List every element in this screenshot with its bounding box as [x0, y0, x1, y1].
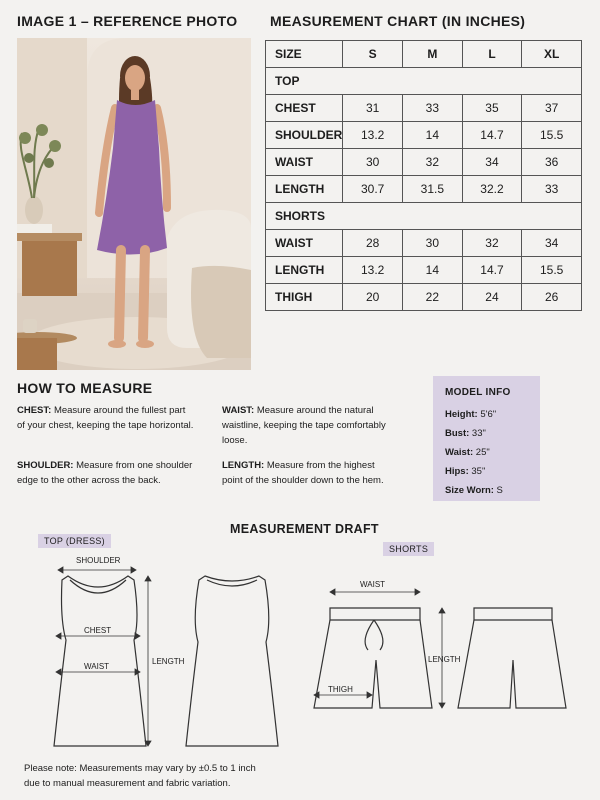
- section-top-label: TOP: [266, 68, 582, 95]
- section-shorts-label: SHORTS: [266, 203, 582, 230]
- table-cell: 14: [403, 257, 463, 284]
- shorts-drawstring: [365, 620, 383, 650]
- table-cell: 31.5: [403, 176, 463, 203]
- table-cell: 34: [462, 149, 522, 176]
- model-bust-value: 33": [469, 428, 486, 439]
- table-cell: 30: [403, 230, 463, 257]
- reference-photo-illustration: [17, 38, 251, 370]
- garment-diagrams: [0, 550, 600, 750]
- waist-instruction-label: WAIST:: [222, 405, 255, 416]
- measurement-table: [265, 40, 582, 311]
- row-label: WAIST: [266, 230, 343, 257]
- model-height-label: Height:: [445, 409, 478, 420]
- table-row: [266, 122, 582, 149]
- model-height: [445, 409, 496, 420]
- table-cell: 32: [462, 230, 522, 257]
- shorts-tag: SHORTS: [383, 542, 434, 556]
- row-label: CHEST: [266, 95, 343, 122]
- size-l-header: L: [462, 41, 522, 68]
- note-line-1: Please note: Measurements may vary by ±0.5 to 1 inch: [24, 763, 256, 774]
- model-size: [445, 485, 503, 496]
- waist-instruction-text: Measure around the natural waistline, keeping the tape comfortably loose.: [222, 405, 386, 446]
- length-instruction-label: LENGTH:: [222, 460, 265, 471]
- model-waist-value: 25": [473, 447, 490, 458]
- table-cell: 35: [462, 95, 522, 122]
- dress-front-outline: [54, 576, 146, 746]
- model-hips: [445, 466, 485, 477]
- chart-title: MEASUREMENT CHART (IN INCHES): [270, 13, 526, 29]
- model-bust: [445, 428, 486, 439]
- row-label: WAIST: [266, 149, 343, 176]
- table-cell: 33: [522, 176, 582, 203]
- model-info-box: [433, 376, 540, 501]
- row-label: LENGTH: [266, 176, 343, 203]
- table-row: [266, 284, 582, 311]
- table-cell: 31: [343, 95, 403, 122]
- table-cell: 13.2: [343, 122, 403, 149]
- table-cell: 36: [522, 149, 582, 176]
- table-cell: 13.2: [343, 257, 403, 284]
- table-cell: 24: [462, 284, 522, 311]
- table-row: [266, 257, 582, 284]
- table-row: [266, 230, 582, 257]
- row-label: SHOULDER: [266, 122, 343, 149]
- top-dress-tag: TOP (DRESS): [38, 534, 111, 548]
- model-hips-label: Hips:: [445, 466, 469, 477]
- table-cell: 37: [522, 95, 582, 122]
- table-cell: 32: [403, 149, 463, 176]
- model-bust-label: Bust:: [445, 428, 470, 439]
- model-waist-label: Waist:: [445, 447, 474, 458]
- shorts-length-label: LENGTH: [428, 655, 461, 664]
- waist-label: WAIST: [84, 662, 110, 671]
- shorts-waist-label: WAIST: [360, 580, 386, 589]
- table-cell: 22: [403, 284, 463, 311]
- waist-instruction: [222, 403, 392, 448]
- chest-instruction-text: Measure around the fullest part of your chest, keeping the tape horizontal.: [17, 405, 194, 431]
- row-label: THIGH: [266, 284, 343, 311]
- shorts-back-legs: [458, 620, 566, 708]
- table-cell: 30.7: [343, 176, 403, 203]
- table-cell: 28: [343, 230, 403, 257]
- model-size-label: Size Worn:: [445, 485, 494, 496]
- photo-title: IMAGE 1 – REFERENCE PHOTO: [17, 13, 238, 29]
- table-cell: 14: [403, 122, 463, 149]
- length-instruction: [222, 458, 392, 488]
- note-line-2: due to manual measurement and fabric variation.: [24, 778, 231, 789]
- table-header-row: [266, 41, 582, 68]
- shorts-back-waistband: [474, 608, 552, 620]
- size-m-header: M: [403, 41, 463, 68]
- reference-photo: [17, 38, 251, 370]
- dress-back-outline: [186, 576, 278, 746]
- size-header: SIZE: [266, 41, 343, 68]
- table-cell: 32.2: [462, 176, 522, 203]
- chest-label: CHEST: [84, 626, 112, 635]
- table-cell: 14.7: [462, 122, 522, 149]
- table-cell: 15.5: [522, 257, 582, 284]
- table-cell: 15.5: [522, 122, 582, 149]
- table-row: [266, 176, 582, 203]
- table-cell: 33: [403, 95, 463, 122]
- table-cell: 26: [522, 284, 582, 311]
- table-cell: 20: [343, 284, 403, 311]
- dress-length-label: LENGTH: [152, 657, 185, 666]
- table-cell: 34: [522, 230, 582, 257]
- shoulder-instruction-label: SHOULDER:: [17, 460, 74, 471]
- shoulder-label: SHOULDER: [76, 556, 121, 565]
- shoulder-instruction: [17, 458, 195, 488]
- how-to-title: HOW TO MEASURE: [17, 380, 153, 396]
- model-waist: [445, 447, 490, 458]
- model-size-value: S: [493, 485, 503, 496]
- table-row: [266, 95, 582, 122]
- thigh-label: THIGH: [328, 685, 353, 694]
- size-s-header: S: [343, 41, 403, 68]
- section-row-shorts: [266, 203, 582, 230]
- model-hips-value: 35": [468, 466, 486, 477]
- chest-instruction-label: CHEST:: [17, 405, 52, 416]
- row-label: LENGTH: [266, 257, 343, 284]
- model-height-value: 5'6": [477, 409, 497, 420]
- chest-instruction: [17, 403, 195, 433]
- section-row-top: [266, 68, 582, 95]
- size-xl-header: XL: [522, 41, 582, 68]
- model-info-title: MODEL INFO: [445, 387, 511, 398]
- draft-title: MEASUREMENT DRAFT: [230, 522, 379, 536]
- shoulder-instruction-text: Measure from one shoulder edge to the other across the back.: [17, 460, 193, 486]
- table-cell: 30: [343, 149, 403, 176]
- table-row: [266, 149, 582, 176]
- length-instruction-text: Measure from the highest point of the shoulder down to the hem.: [222, 460, 384, 486]
- table-cell: 14.7: [462, 257, 522, 284]
- shorts-front-waistband: [330, 608, 420, 620]
